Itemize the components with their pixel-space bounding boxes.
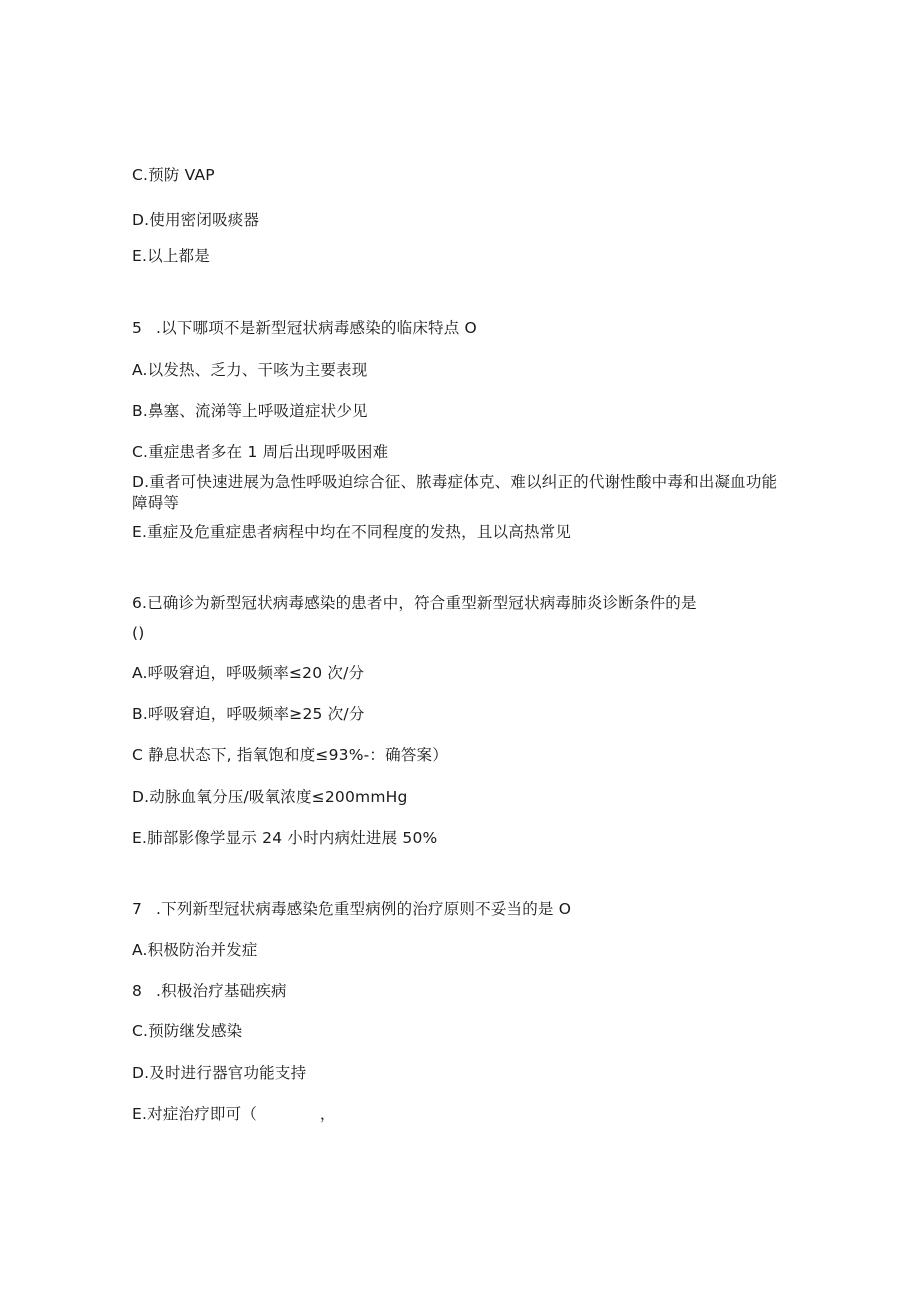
q4-option-e: E.以上都是 [132, 247, 210, 265]
q5-option-c: C.重症患者多在 1 周后出现呼吸困难 [132, 443, 389, 461]
q4-option-c: C.预防 VAP [132, 166, 215, 184]
q6-option-c: C 静息状态下, 指氧饱和度≤93%-：确答案） [132, 746, 448, 764]
q7-option-b-text: .积极治疗基础疾病 [156, 982, 287, 1000]
q5-option-b: B.鼻塞、流涕等上呼吸道症状少见 [132, 402, 368, 420]
q6-option-a: A.呼吸窘迫，呼吸频率≤20 次/分 [132, 664, 365, 682]
q5-number: 5 [132, 319, 143, 337]
q6-option-e: E.肺部影像学显示 24 小时内病灶进展 50% [132, 829, 438, 847]
q7-option-c: C.预防继发感染 [132, 1022, 243, 1040]
q5-option-d: D.重者可快速进展为急性呼吸迫综合征、脓毒症体克、难以纠正的代谢性酸中毒和出凝血功能障碍等 [132, 473, 778, 512]
q5-option-a: A.以发热、乏力、干咳为主要表现 [132, 361, 368, 379]
q7-stem-text: .下列新型冠状病毒感染危重型病例的治疗原则不妥当的是 O [156, 900, 572, 918]
q6-option-b: B.呼吸窘迫，呼吸频率≥25 次/分 [132, 705, 365, 723]
q6-stem: 6.已确诊为新型冠状病毒感染的患者中，符合重型新型冠状病毒肺炎诊断条件的是 [132, 594, 697, 612]
q5-stem-text: .以下哪项不是新型冠状病毒感染的临床特点 O [156, 319, 477, 337]
q4-option-d: D.使用密闭吸痰器 [132, 211, 260, 229]
q7-option-d: D.及时进行器官功能支持 [132, 1064, 307, 1082]
q5-stem [132, 318, 477, 338]
q7-option-b-number: 8 [132, 982, 143, 1000]
q6-stem-cont: () [132, 624, 145, 642]
q6-option-d: D.动脉血氧分压/吸氧浓度≤200mmHg [132, 788, 408, 806]
q7-option-e: E.对症治疗即可（ ， [132, 1105, 336, 1123]
q7-option-a: A.积极防治并发症 [132, 941, 258, 959]
q7-number: 7 [132, 900, 143, 918]
q7-stem [132, 899, 571, 919]
q5-option-e: E.重症及危重症患者病程中均在不同程度的发热，且以高热常见 [132, 523, 572, 541]
q7-option-b [132, 981, 287, 1001]
